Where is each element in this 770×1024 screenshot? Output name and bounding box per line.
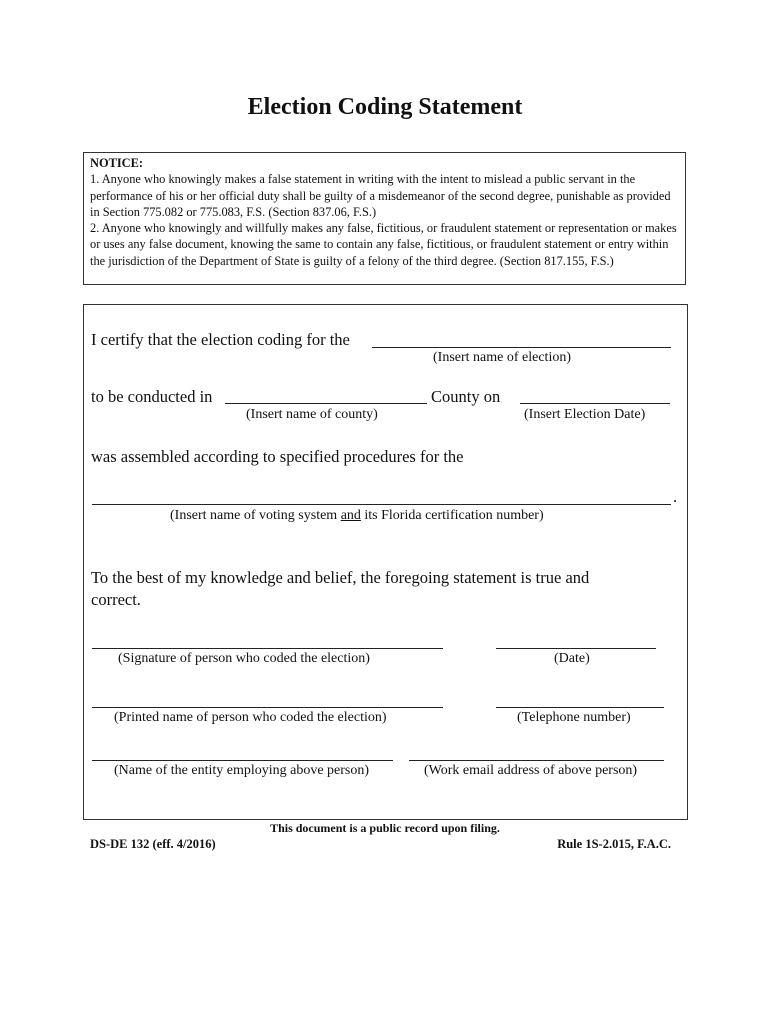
best-knowledge-line-1: To the best of my knowledge and belief, the foregoing statement is true and xyxy=(91,568,590,587)
election-name-caption: (Insert name of election) xyxy=(433,350,571,365)
certify-text: I certify that the election coding for the xyxy=(91,330,350,349)
certification-form xyxy=(83,304,688,820)
rule-citation: Rule 1S-2.015, F.A.C. xyxy=(557,837,671,851)
notice-item-1: 1. Anyone who knowingly makes a false statement in writing with the intent to mislead a public servant in the performance of his or her official duty shall be guilty of a misdemeanor of the second degree, punishable as provided in Section 775.082 or 775.083, F.S. (Section 837.06, F.S.) xyxy=(90,172,671,219)
notice-box xyxy=(83,152,686,285)
notice-heading: NOTICE: xyxy=(90,156,144,170)
assembled-text: was assembled according to specified procedures for the xyxy=(91,447,464,466)
sign-date-caption: (Date) xyxy=(554,651,590,666)
best-knowledge-line-2: correct. xyxy=(91,590,141,609)
voting-system-field[interactable] xyxy=(92,504,671,505)
voting-system-caption: (Insert name of voting system and its Florida certification number) xyxy=(170,508,544,523)
telephone-field[interactable] xyxy=(496,707,664,708)
signature-caption: (Signature of person who coded the election) xyxy=(118,651,370,666)
printed-name-caption: (Printed name of person who coded the election) xyxy=(114,710,387,725)
conducted-in-text: to be conducted in xyxy=(91,387,213,406)
public-record-notice: This document is a public record upon filing. xyxy=(270,821,500,835)
notice-item-2: 2. Anyone who knowingly and willfully makes any false, fictitious, or fraudulent statement or representation or makes or uses any false document, knowing the same to contain any false, fictitious, or fraudulent statement or entry within the jurisdiction of the Department of State is guilty of a felony of the third degree. (Section 817.155, F.S.) xyxy=(90,221,677,268)
printed-name-field[interactable] xyxy=(92,707,443,708)
signature-field[interactable] xyxy=(92,648,443,649)
election-date-field[interactable] xyxy=(520,403,670,404)
county-caption: (Insert name of county) xyxy=(246,407,378,422)
election-name-field[interactable] xyxy=(372,347,671,348)
form-number: DS-DE 132 (eff. 4/2016) xyxy=(90,837,216,851)
entity-field[interactable] xyxy=(92,760,393,761)
date-caption: (Insert Election Date) xyxy=(524,407,646,422)
telephone-caption: (Telephone number) xyxy=(517,710,631,725)
document-title: Election Coding Statement xyxy=(247,94,523,120)
county-name-field[interactable] xyxy=(225,403,427,404)
email-caption: (Work email address of above person) xyxy=(424,763,638,778)
sign-date-field[interactable] xyxy=(496,648,656,649)
work-email-field[interactable] xyxy=(409,760,664,761)
county-on-text: County on xyxy=(431,387,501,406)
entity-caption: (Name of the entity employing above person) xyxy=(114,763,370,778)
voting-system-period: . xyxy=(673,487,678,506)
